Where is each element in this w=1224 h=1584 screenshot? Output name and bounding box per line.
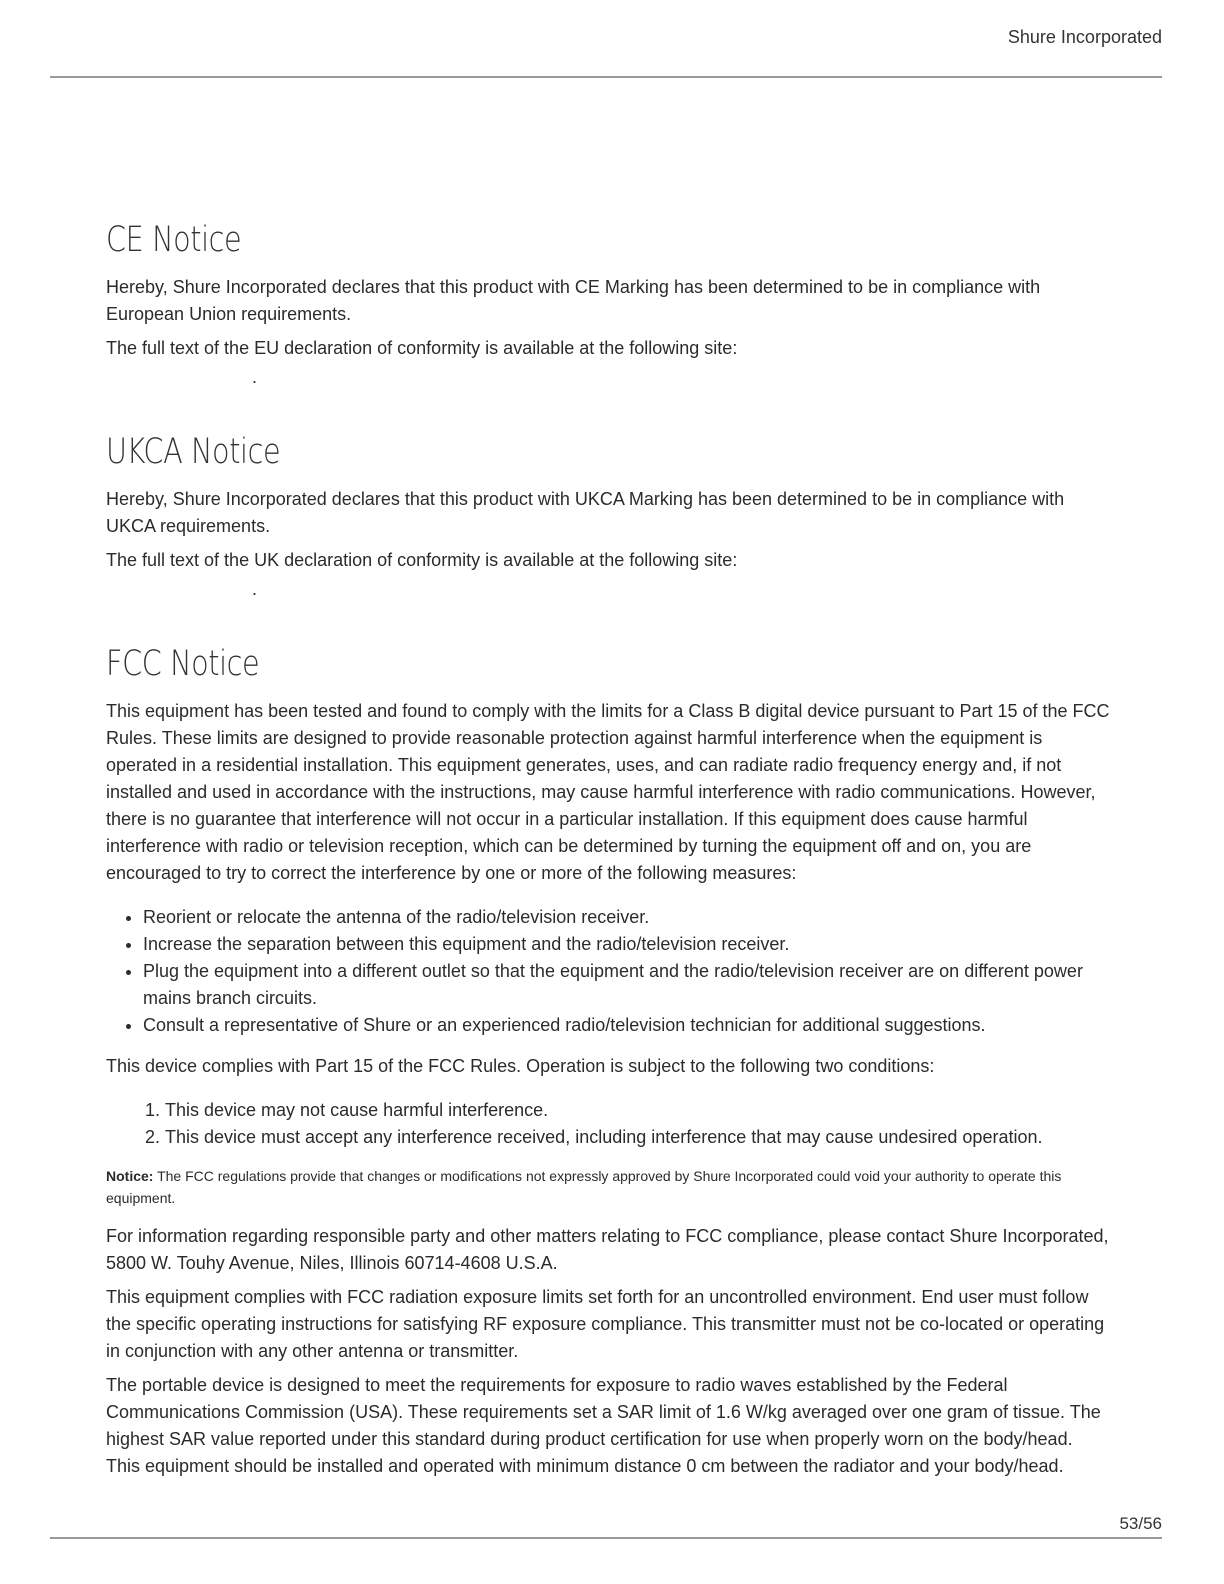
fcc-sar-paragraph: The portable device is designed to meet the requirements for exposure to radio waves established by the Federal Communications Commission (USA). These requirements set a SAR limit of 1.6 W/kg averaged over one gram of tissue. The highest SAR value reported under this standard during product certification for use when properly worn on the body/head. This equipment should be installed and operated with minimum distance 0 cm between the radiator and your body/head. bbox=[106, 1375, 1101, 1476]
list-item: • Increase the separation between this equipment and the radio/television receiver. bbox=[143, 931, 1110, 958]
fcc-contact-paragraph: For information regarding responsible party and other matters relating to FCC compliance, please contact Shure Incorporated, 5800 W. Touhy Avenue, Niles, Illinois 60714-4608 U.S.A. bbox=[106, 1226, 1109, 1273]
ce-notice-title: CE Notice bbox=[106, 220, 242, 260]
ce-declaration-paragraph: Hereby, Shure Incorporated declares that this product with CE Marking has been determined to be in compliance with European Union requirements. bbox=[106, 277, 1041, 324]
fcc-notice-section bbox=[106, 642, 1110, 1480]
notice-text: The FCC regulations provide that changes or modifications not expressly approved by Shure Incorporated could void your authority to operate this equipment. bbox=[106, 1168, 1062, 1206]
ukca-full-text-paragraph: The full text of the UK declaration of conformity is available at the following site: bbox=[106, 550, 738, 570]
list-item: • Reorient or relocate the antenna of the radio/television receiver. bbox=[143, 904, 1110, 931]
fcc-part15-paragraph: This device complies with Part 15 of the FCC Rules. Operation is subject to the following two conditions: bbox=[106, 1056, 935, 1076]
list-item: 2. This device must accept any interference received, including interference that may cause undesired operation. bbox=[165, 1124, 1110, 1151]
ce-declaration-link-tail: . bbox=[252, 367, 258, 387]
ukca-declaration-link-tail: . bbox=[252, 579, 258, 599]
fcc-measures-list bbox=[106, 904, 1110, 1039]
fcc-modification-notice bbox=[106, 1165, 1110, 1209]
fcc-conditions-list bbox=[106, 1097, 1110, 1151]
ce-full-text-paragraph: The full text of the EU declaration of conformity is available at the following site: bbox=[106, 338, 738, 358]
fcc-notice-title: FCC Notice bbox=[106, 644, 260, 684]
ce-notice-section bbox=[106, 218, 1110, 390]
ukca-notice-section bbox=[106, 430, 1110, 602]
page-number: 53/56 bbox=[1119, 1514, 1162, 1533]
list-item: • Consult a representative of Shure or an experienced radio/television technician for additional suggestions. bbox=[143, 1012, 1110, 1039]
footer-divider bbox=[50, 1537, 1162, 1539]
page-content bbox=[106, 218, 1110, 1520]
header-divider bbox=[50, 76, 1162, 78]
list-item: • Plug the equipment into a different outlet so that the equipment and the radio/television receiver are on different power mains branch circuits. bbox=[143, 958, 1110, 1012]
ukca-notice-title: UKCA Notice bbox=[106, 432, 281, 472]
notice-label: Notice: bbox=[106, 1168, 154, 1184]
fcc-radiation-paragraph: This equipment complies with FCC radiation exposure limits set forth for an uncontrolled environment. End user must follow the specific operating instructions for satisfying RF exposure compliance. This transmitter must not be co-located or operating in conjunction with any other antenna or transmitter. bbox=[106, 1287, 1105, 1361]
header-company-name: Shure Incorporated bbox=[1007, 27, 1162, 47]
fcc-intro-paragraph: This equipment has been tested and found to comply with the limits for a Class B digital device pursuant to Part 15 of the FCC Rules. These limits are designed to provide reasonable protection against harmful interference when the equipment is operated in a residential installation. This equipment generates, uses, and can radiate radio frequency energy and, if not installed and used in accordance with the instructions, may cause harmful interference with radio communications. However, there is no guarantee that interference will not occur in a particular installation. If this equipment does cause harmful interference with radio or television reception, which can be determined by turning the equipment off and on, you are encouraged to try to correct the interference by one or more of the following measures: bbox=[106, 701, 1110, 883]
ukca-declaration-paragraph: Hereby, Shure Incorporated declares that this product with UKCA Marking has been determined to be in compliance with UKCA requirements. bbox=[106, 489, 1065, 536]
list-item: 1. This device may not cause harmful interference. bbox=[165, 1097, 1110, 1124]
